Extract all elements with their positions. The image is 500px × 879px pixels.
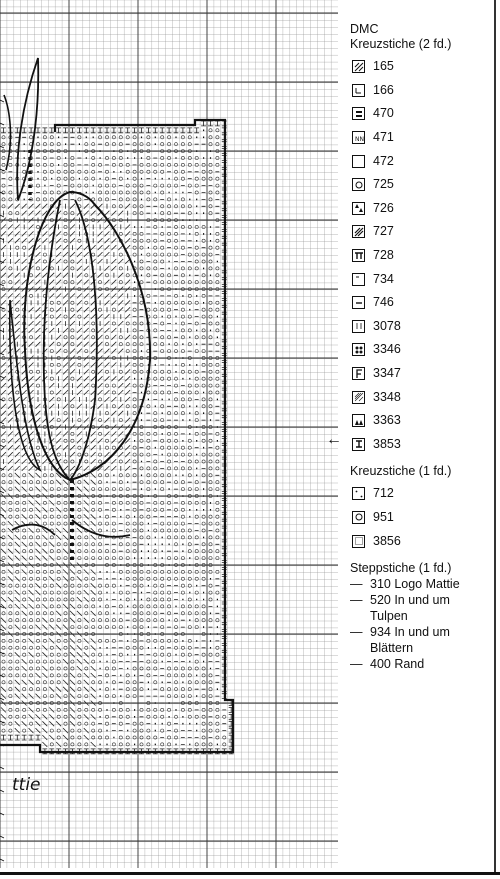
minus-symbol-icon [352,296,365,309]
backstitch-item [350,641,498,656]
dotted-frame-symbol-icon [352,535,365,548]
full-key-746 [350,291,498,315]
circle-symbol-icon [352,178,365,191]
tri-dark-symbol-icon [352,414,365,427]
diag-fine-symbol-icon [352,391,365,404]
full-key-725 [350,173,498,197]
F-symbol-icon [352,367,365,380]
color-code: 470 [373,106,394,121]
color-code: 3346 [373,342,401,357]
backstitch-item [350,593,498,608]
design-border [0,120,233,752]
color-code: 712 [373,486,394,501]
color-code: 166 [373,82,394,97]
color-code: 3853 [373,436,401,451]
full-key-472 [350,149,498,173]
half-stitch-keys [350,482,498,553]
full-key-727 [350,220,498,244]
backstitch-item [350,577,498,592]
corner-symbol-icon [352,84,365,97]
full-key-726 [350,197,498,221]
circle-symbol-icon [352,511,365,524]
dots-corner-symbol-icon [352,487,365,500]
color-code: 3856 [373,533,401,548]
color-code: 726 [373,200,394,215]
full-key-165 [350,55,498,79]
tbars-symbol-icon [352,249,365,262]
letters-symbol-icon [352,131,365,144]
color-code: 951 [373,509,394,524]
diag-hatch-symbol-icon [352,60,365,73]
color-code: 165 [373,59,394,74]
color-code: 471 [373,130,394,145]
legend-section-half-stitch: Kreuzstiche (1 fd.) [350,464,452,479]
stitch-symbols-circles [2,129,226,746]
full-key-3347 [350,362,498,386]
color-code: 725 [373,177,394,192]
dash-icon: — [350,656,363,671]
full-key-3853 [350,433,498,457]
dots-light-symbol-icon [352,320,365,333]
color-code: 3078 [373,318,401,333]
half-key-951 [350,506,498,530]
backstitch-label: 310 Logo Mattie [370,576,460,591]
backstitch-label: Tulpen [370,608,408,623]
full-key-3348 [350,385,498,409]
blank-symbol-icon [352,155,365,168]
backstitch-label: Blättern [370,640,414,655]
dash-icon: — [350,592,363,607]
color-code: 3348 [373,389,401,404]
triangles-symbol-icon [352,202,365,215]
full-key-728 [350,244,498,268]
color-code: 727 [373,224,394,239]
backstitch-item [350,657,498,672]
color-code: 472 [373,153,394,168]
center-arrow-icon: ← [326,431,342,448]
half-key-712 [350,482,498,506]
tulip-petal-center [70,200,97,480]
svg-text:NN: NN [354,135,364,143]
full-key-471 [350,126,498,150]
tick-symbol-icon [352,273,365,286]
symbol-legend [350,22,498,672]
ibeam-symbol-icon [352,438,365,451]
legend-section-backstitch: Steppstiche (1 fd.) [350,560,452,575]
full-key-470 [350,102,498,126]
full-key-3346 [350,338,498,362]
bottom-rule [0,872,500,875]
dots-bold-symbol-icon [352,343,365,356]
backstitch-label: 400 Rand [370,656,425,671]
color-code: 746 [373,295,394,310]
legend-brand: DMC [350,22,379,36]
backstitch-label: 520 In und um [370,592,450,607]
backstitch-keys [350,577,498,672]
dash-icon: — [350,576,363,591]
full-key-3078 [350,315,498,339]
full-key-3363 [350,409,498,433]
backstitch-label: 934 In und um [370,624,450,639]
backstitch-item [350,625,498,640]
half-key-3856 [350,529,498,553]
legend-section-full-stitch: Kreuzstiche (2 fd.) [350,37,452,51]
dash-icon: — [350,624,363,639]
bars-symbol-icon [352,107,365,120]
color-code: 3347 [373,366,401,381]
signature-logo: ttie [12,775,41,795]
color-code: 3363 [373,413,401,428]
full-stitch-keys [350,55,498,456]
diag-lines-symbol-icon [352,225,365,238]
backstitch-item [350,609,498,624]
color-code: 734 [373,271,394,286]
full-key-166 [350,79,498,103]
full-key-734 [350,267,498,291]
color-code: 728 [373,248,394,263]
